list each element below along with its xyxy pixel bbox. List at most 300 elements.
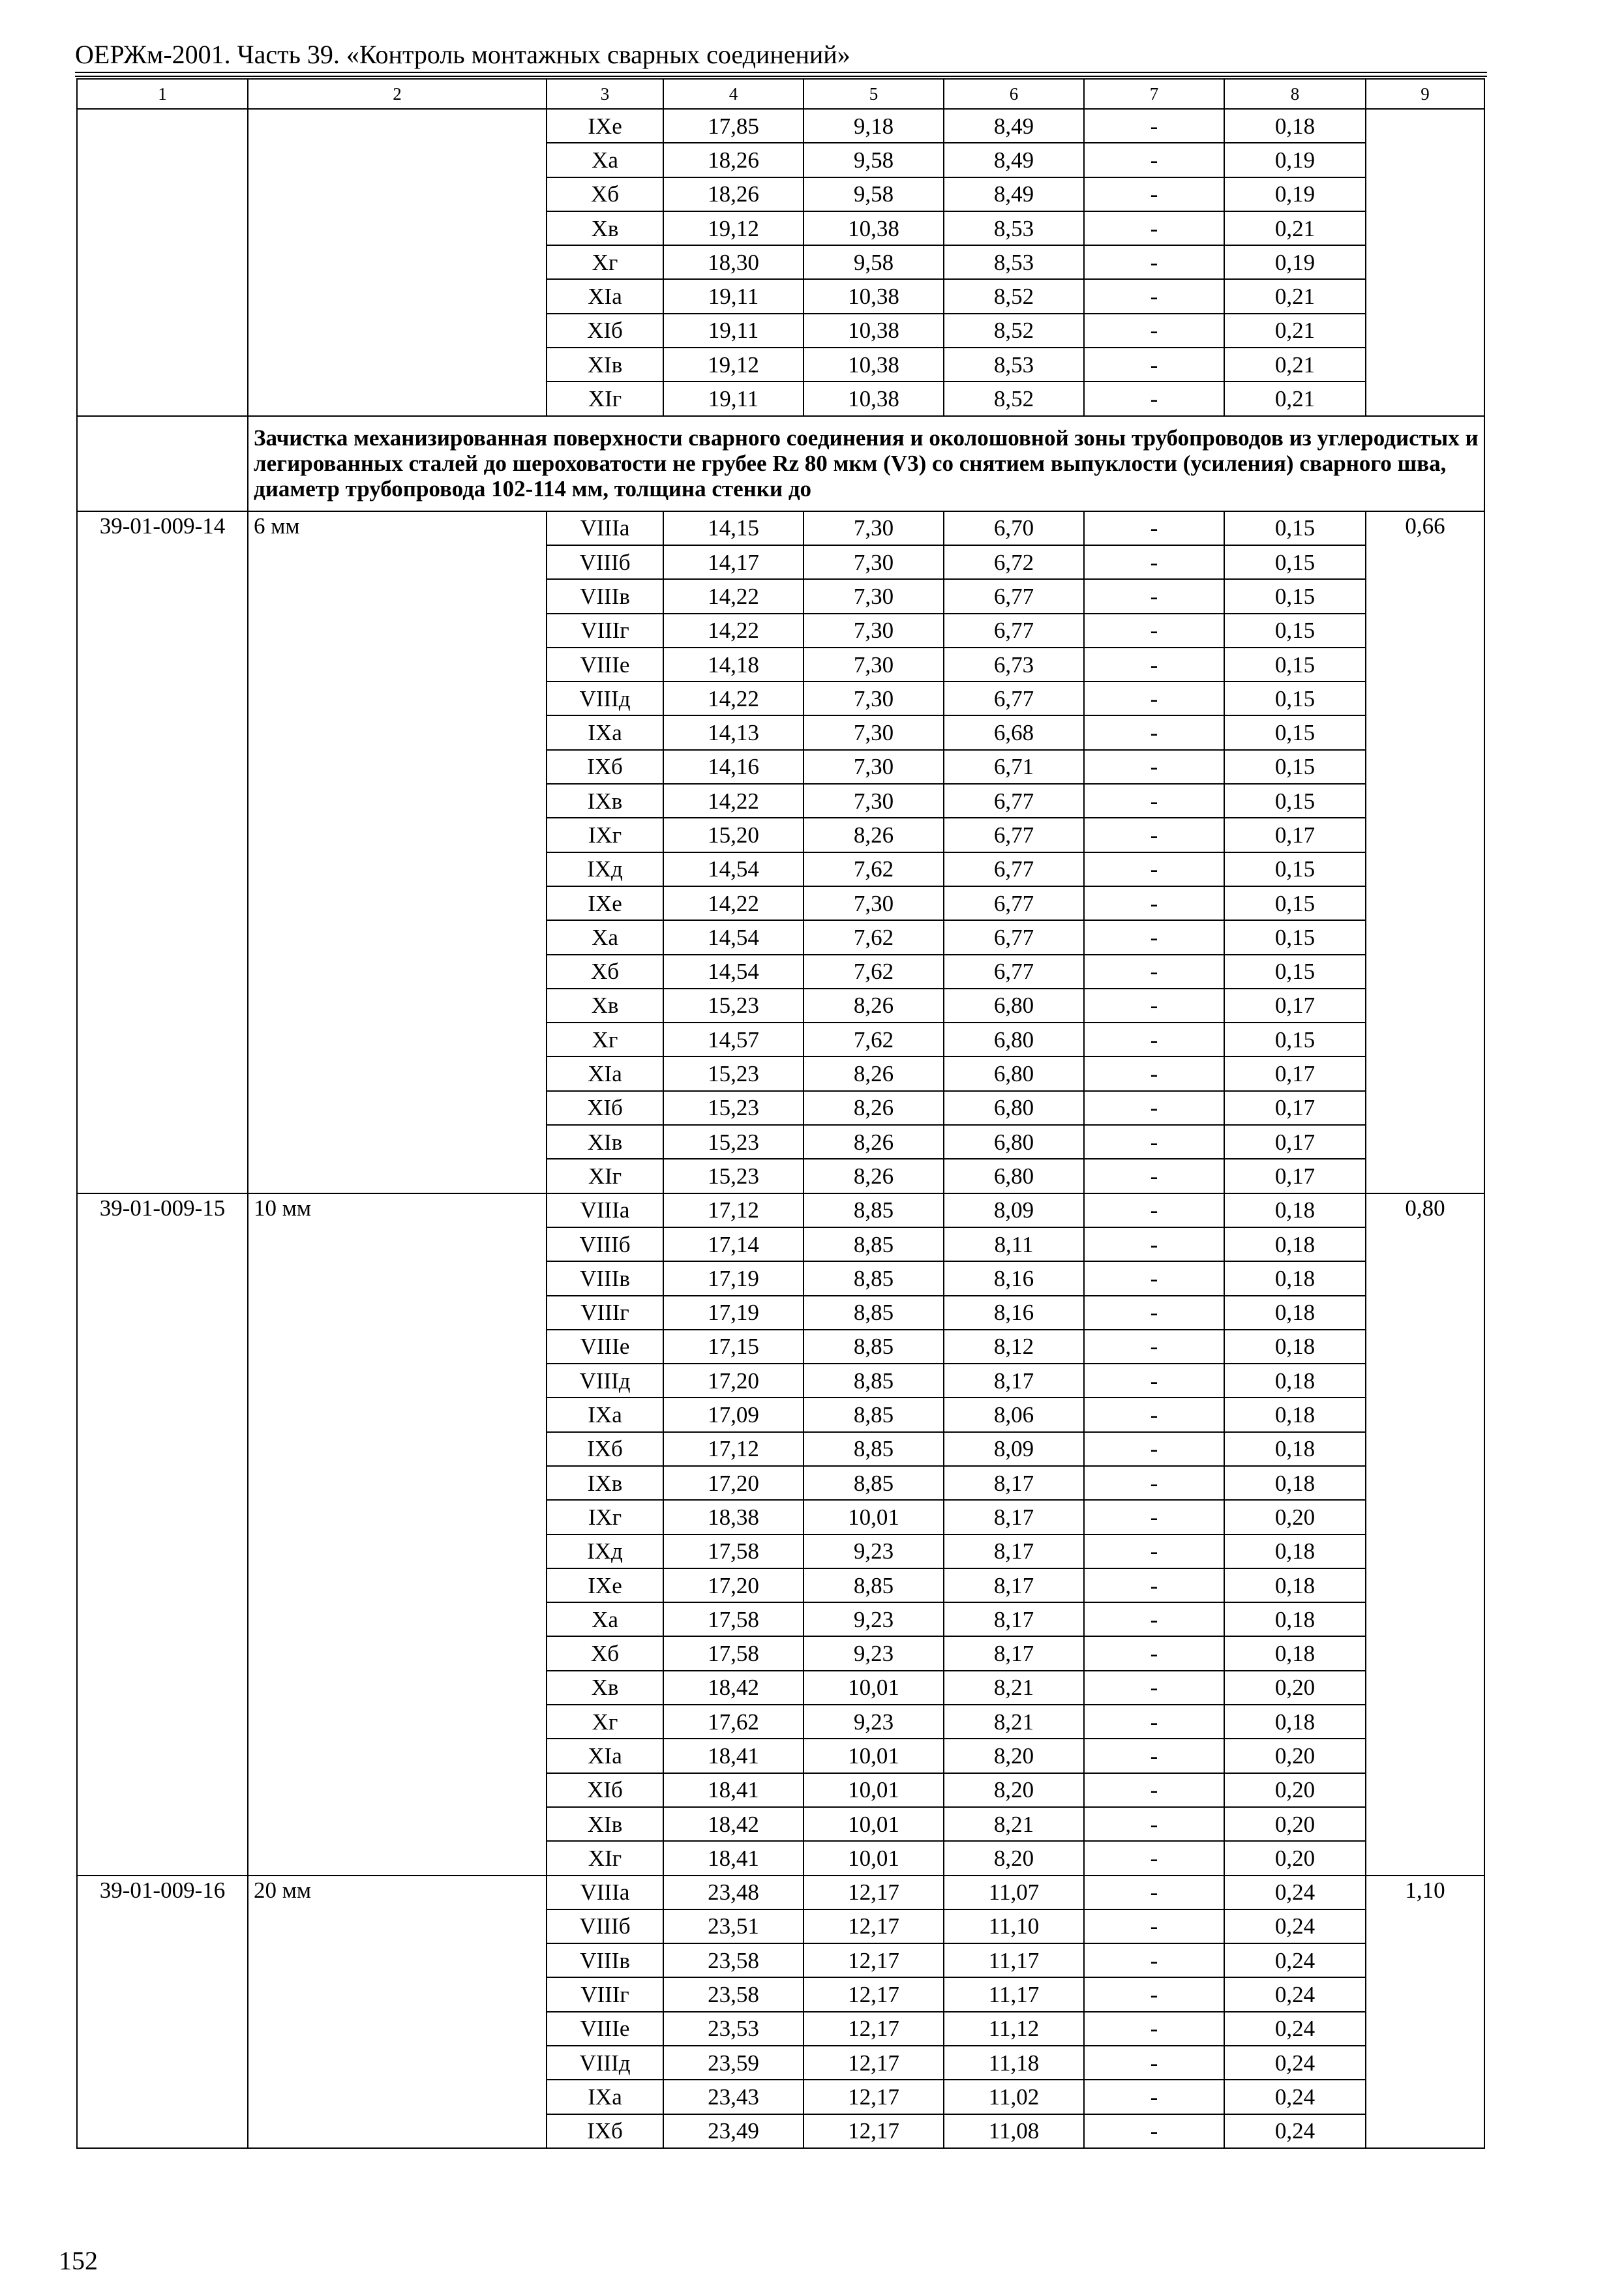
- resource-code-cell: IXв: [547, 784, 663, 818]
- value-cell: 11,07: [944, 1876, 1084, 1909]
- resource-code-cell: XIв: [547, 1125, 663, 1159]
- value-cell: -: [1084, 1705, 1224, 1739]
- value-cell: 17,12: [663, 1193, 804, 1227]
- value-cell: 7,62: [804, 852, 944, 886]
- table-row: [77, 1876, 1484, 1909]
- value-cell: 7,30: [804, 681, 944, 715]
- value-cell: 7,62: [804, 920, 944, 954]
- value-cell: 0,15: [1224, 648, 1366, 681]
- value-cell: 9,58: [804, 245, 944, 279]
- value-cell: 0,18: [1224, 1330, 1366, 1364]
- resource-code-cell: IXг: [547, 818, 663, 852]
- column9-value-cell: 1,10: [1366, 1876, 1484, 2148]
- value-cell: 6,77: [944, 784, 1084, 818]
- value-cell: 0,15: [1224, 750, 1366, 784]
- column-number: 8: [1224, 79, 1366, 109]
- value-cell: 12,17: [804, 1977, 944, 2011]
- value-cell: -: [1084, 1534, 1224, 1568]
- value-cell: -: [1084, 109, 1224, 143]
- value-cell: 0,18: [1224, 1602, 1366, 1636]
- value-cell: 7,30: [804, 648, 944, 681]
- value-cell: 8,06: [944, 1398, 1084, 1431]
- value-cell: 0,15: [1224, 886, 1366, 920]
- empty-cell: [77, 109, 248, 416]
- value-cell: 12,17: [804, 1876, 944, 1909]
- value-cell: -: [1084, 579, 1224, 613]
- value-cell: 0,18: [1224, 1432, 1366, 1466]
- value-cell: -: [1084, 348, 1224, 382]
- value-cell: -: [1084, 382, 1224, 415]
- value-cell: 18,42: [663, 1671, 804, 1705]
- value-cell: 17,14: [663, 1227, 804, 1261]
- value-cell: 6,77: [944, 920, 1084, 954]
- value-cell: 8,85: [804, 1227, 944, 1261]
- value-cell: 6,80: [944, 1159, 1084, 1193]
- value-cell: -: [1084, 511, 1224, 545]
- value-cell: 0,20: [1224, 1807, 1366, 1841]
- value-cell: 8,49: [944, 109, 1084, 143]
- resource-code-cell: XIб: [547, 314, 663, 348]
- value-cell: 9,23: [804, 1534, 944, 1568]
- value-cell: 9,23: [804, 1636, 944, 1670]
- value-cell: 6,77: [944, 852, 1084, 886]
- resource-code-cell: VIIIд: [547, 681, 663, 715]
- value-cell: -: [1084, 955, 1224, 989]
- value-cell: -: [1084, 1739, 1224, 1773]
- value-cell: 14,22: [663, 886, 804, 920]
- value-cell: 14,54: [663, 852, 804, 886]
- value-cell: -: [1084, 2080, 1224, 2114]
- value-cell: 14,22: [663, 579, 804, 613]
- value-cell: 12,17: [804, 1943, 944, 1977]
- value-cell: 6,80: [944, 1023, 1084, 1056]
- resource-code-cell: VIIIе: [547, 1330, 663, 1364]
- resource-code-cell: IXд: [547, 852, 663, 886]
- value-cell: 0,24: [1224, 1876, 1366, 1909]
- value-cell: 23,58: [663, 1977, 804, 2011]
- value-cell: 8,85: [804, 1296, 944, 1330]
- value-cell: 19,12: [663, 211, 804, 245]
- value-cell: -: [1084, 1636, 1224, 1670]
- value-cell: 18,41: [663, 1773, 804, 1807]
- value-cell: 8,49: [944, 143, 1084, 177]
- resource-code-cell: Xг: [547, 245, 663, 279]
- value-cell: 7,30: [804, 545, 944, 579]
- value-cell: 8,26: [804, 818, 944, 852]
- value-cell: 15,23: [663, 1091, 804, 1125]
- value-cell: 0,21: [1224, 314, 1366, 348]
- resource-code-cell: IXв: [547, 1466, 663, 1500]
- value-cell: 8,85: [804, 1364, 944, 1398]
- value-cell: 6,70: [944, 511, 1084, 545]
- value-cell: 17,12: [663, 1432, 804, 1466]
- value-cell: 8,52: [944, 382, 1084, 415]
- value-cell: 8,17: [944, 1500, 1084, 1534]
- value-cell: 8,21: [944, 1671, 1084, 1705]
- value-cell: 0,21: [1224, 279, 1366, 313]
- value-cell: 15,23: [663, 1056, 804, 1090]
- section-row: [77, 416, 1484, 511]
- value-cell: 10,01: [804, 1841, 944, 1875]
- value-cell: 0,24: [1224, 2012, 1366, 2046]
- resource-code-cell: Xг: [547, 1023, 663, 1056]
- value-cell: 7,30: [804, 750, 944, 784]
- column9-value-cell: 0,66: [1366, 511, 1484, 1193]
- value-cell: -: [1084, 920, 1224, 954]
- value-cell: 17,20: [663, 1568, 804, 1602]
- value-cell: 0,18: [1224, 1534, 1366, 1568]
- column-number: 1: [77, 79, 248, 109]
- resource-code-cell: IXа: [547, 2080, 663, 2114]
- value-cell: 8,49: [944, 177, 1084, 211]
- value-cell: 17,58: [663, 1602, 804, 1636]
- header-rule-bottom: [75, 76, 1487, 77]
- value-cell: 23,51: [663, 1909, 804, 1943]
- value-cell: 6,80: [944, 1056, 1084, 1090]
- value-cell: 0,18: [1224, 1398, 1366, 1431]
- resource-code-cell: IXа: [547, 715, 663, 749]
- empty-cell: [248, 109, 547, 416]
- value-cell: 8,17: [944, 1466, 1084, 1500]
- value-cell: 14,18: [663, 648, 804, 681]
- section-title: Зачистка механизированная поверхности сварного соединения и околошовной зоны трубопроводов из углеродистых и легированных сталей до шероховатости не грубее Rz 80 мкм (V3) со снятием выпуклости (усиления) сварного шва, диаметр трубопровода 102-114 мм, толщина стенки до: [248, 416, 1484, 511]
- value-cell: 8,21: [944, 1705, 1084, 1739]
- value-cell: -: [1084, 1876, 1224, 1909]
- value-cell: 9,23: [804, 1602, 944, 1636]
- value-cell: 11,17: [944, 1943, 1084, 1977]
- resource-code-cell: VIIIа: [547, 1876, 663, 1909]
- value-cell: -: [1084, 1364, 1224, 1398]
- column-number: 3: [547, 79, 663, 109]
- value-cell: 14,13: [663, 715, 804, 749]
- value-cell: 0,17: [1224, 818, 1366, 852]
- value-cell: 0,15: [1224, 579, 1366, 613]
- value-cell: 15,23: [663, 1125, 804, 1159]
- value-cell: 0,18: [1224, 1568, 1366, 1602]
- value-cell: 0,15: [1224, 511, 1366, 545]
- wall-thickness-cell: 10 мм: [248, 1193, 547, 1876]
- value-cell: 0,18: [1224, 1227, 1366, 1261]
- resource-code-cell: Xв: [547, 1671, 663, 1705]
- resource-code-cell: VIIIе: [547, 2012, 663, 2046]
- value-cell: 8,85: [804, 1330, 944, 1364]
- empty-cell: [1366, 109, 1484, 416]
- value-cell: -: [1084, 245, 1224, 279]
- value-cell: 11,02: [944, 2080, 1084, 2114]
- value-cell: 19,11: [663, 382, 804, 415]
- value-cell: 0,20: [1224, 1841, 1366, 1875]
- resource-code-cell: IXа: [547, 1398, 663, 1431]
- resource-code-cell: IXб: [547, 2114, 663, 2148]
- value-cell: 8,85: [804, 1432, 944, 1466]
- value-cell: -: [1084, 1943, 1224, 1977]
- resource-code-cell: Xв: [547, 989, 663, 1023]
- value-cell: 8,11: [944, 1227, 1084, 1261]
- value-cell: 0,18: [1224, 109, 1366, 143]
- value-cell: 0,20: [1224, 1500, 1366, 1534]
- value-cell: 0,15: [1224, 715, 1366, 749]
- page-header: ОЕРЖм-2001. Часть 39. «Контроль монтажных сварных соединений»: [75, 40, 850, 69]
- value-cell: 10,01: [804, 1500, 944, 1534]
- value-cell: -: [1084, 750, 1224, 784]
- resource-code-cell: VIIIг: [547, 614, 663, 648]
- resource-code-cell: XIв: [547, 1807, 663, 1841]
- resource-code-cell: Xб: [547, 1636, 663, 1670]
- column-number: 5: [804, 79, 944, 109]
- value-cell: 0,20: [1224, 1671, 1366, 1705]
- value-cell: 17,19: [663, 1261, 804, 1295]
- value-cell: -: [1084, 1125, 1224, 1159]
- value-cell: 6,77: [944, 681, 1084, 715]
- value-cell: -: [1084, 1568, 1224, 1602]
- value-cell: 7,62: [804, 1023, 944, 1056]
- value-cell: 9,58: [804, 177, 944, 211]
- value-cell: -: [1084, 2046, 1224, 2080]
- resource-code-cell: VIIIб: [547, 1227, 663, 1261]
- table-row: [77, 1193, 1484, 1227]
- resource-code-cell: VIIIа: [547, 511, 663, 545]
- value-cell: 12,17: [804, 1909, 944, 1943]
- value-cell: 0,15: [1224, 545, 1366, 579]
- resource-code-cell: Xг: [547, 1705, 663, 1739]
- value-cell: -: [1084, 886, 1224, 920]
- value-cell: 7,30: [804, 511, 944, 545]
- value-cell: -: [1084, 989, 1224, 1023]
- resource-code-cell: Xа: [547, 1602, 663, 1636]
- value-cell: -: [1084, 648, 1224, 681]
- value-cell: 18,41: [663, 1739, 804, 1773]
- value-cell: -: [1084, 2012, 1224, 2046]
- value-cell: 8,85: [804, 1193, 944, 1227]
- value-cell: 11,12: [944, 2012, 1084, 2046]
- value-cell: 17,58: [663, 1534, 804, 1568]
- resource-code-cell: IXе: [547, 886, 663, 920]
- value-cell: 6,72: [944, 545, 1084, 579]
- value-cell: 10,38: [804, 279, 944, 313]
- value-cell: 17,19: [663, 1296, 804, 1330]
- value-cell: -: [1084, 681, 1224, 715]
- value-cell: 8,26: [804, 1159, 944, 1193]
- value-cell: -: [1084, 279, 1224, 313]
- value-cell: 17,09: [663, 1398, 804, 1431]
- value-cell: -: [1084, 818, 1224, 852]
- resource-code-cell: IXд: [547, 1534, 663, 1568]
- value-cell: 18,30: [663, 245, 804, 279]
- resource-code-cell: XIб: [547, 1091, 663, 1125]
- resource-code-cell: Xа: [547, 920, 663, 954]
- value-cell: 8,26: [804, 989, 944, 1023]
- value-cell: 7,62: [804, 955, 944, 989]
- value-cell: 6,77: [944, 955, 1084, 989]
- value-cell: 0,19: [1224, 245, 1366, 279]
- value-cell: 15,23: [663, 989, 804, 1023]
- column-number: 4: [663, 79, 804, 109]
- value-cell: 0,18: [1224, 1636, 1366, 1670]
- value-cell: 8,26: [804, 1091, 944, 1125]
- value-cell: 11,10: [944, 1909, 1084, 1943]
- value-cell: 0,18: [1224, 1296, 1366, 1330]
- value-cell: 12,17: [804, 2080, 944, 2114]
- column-number: 2: [248, 79, 547, 109]
- value-cell: 8,85: [804, 1568, 944, 1602]
- value-cell: 6,80: [944, 1091, 1084, 1125]
- value-cell: -: [1084, 143, 1224, 177]
- value-cell: 0,15: [1224, 784, 1366, 818]
- value-cell: 19,12: [663, 348, 804, 382]
- resource-code-cell: XIг: [547, 1159, 663, 1193]
- value-cell: 11,18: [944, 2046, 1084, 2080]
- value-cell: -: [1084, 1602, 1224, 1636]
- resource-code-cell: VIIIг: [547, 1977, 663, 2011]
- value-cell: 8,17: [944, 1602, 1084, 1636]
- resource-code-cell: IXе: [547, 109, 663, 143]
- resource-code-cell: IXе: [547, 1568, 663, 1602]
- resource-code-cell: XIб: [547, 1773, 663, 1807]
- value-cell: 10,38: [804, 314, 944, 348]
- value-cell: -: [1084, 1773, 1224, 1807]
- column-number-row: [77, 79, 1484, 109]
- value-cell: -: [1084, 177, 1224, 211]
- value-cell: 0,18: [1224, 1261, 1366, 1295]
- value-cell: 15,20: [663, 818, 804, 852]
- value-cell: 0,17: [1224, 1125, 1366, 1159]
- value-cell: 8,16: [944, 1261, 1084, 1295]
- value-cell: 8,20: [944, 1739, 1084, 1773]
- value-cell: 8,85: [804, 1398, 944, 1431]
- norms-table: [76, 78, 1485, 2149]
- value-cell: 0,15: [1224, 1023, 1366, 1056]
- value-cell: 0,17: [1224, 989, 1366, 1023]
- value-cell: 0,24: [1224, 2046, 1366, 2080]
- value-cell: -: [1084, 1227, 1224, 1261]
- value-cell: 18,41: [663, 1841, 804, 1875]
- value-cell: -: [1084, 1807, 1224, 1841]
- resource-code-cell: XIг: [547, 1841, 663, 1875]
- value-cell: 18,38: [663, 1500, 804, 1534]
- resource-code-cell: VIIIв: [547, 1261, 663, 1295]
- value-cell: 8,12: [944, 1330, 1084, 1364]
- resource-code-cell: VIIIд: [547, 1364, 663, 1398]
- value-cell: 8,20: [944, 1773, 1084, 1807]
- value-cell: 9,58: [804, 143, 944, 177]
- table-row: [77, 511, 1484, 545]
- value-cell: 11,17: [944, 1977, 1084, 2011]
- column9-value-cell: 0,80: [1366, 1193, 1484, 1876]
- value-cell: 0,18: [1224, 1466, 1366, 1500]
- value-cell: 8,09: [944, 1432, 1084, 1466]
- value-cell: 18,26: [663, 177, 804, 211]
- value-cell: 19,11: [663, 279, 804, 313]
- value-cell: 0,24: [1224, 1909, 1366, 1943]
- column-number: 9: [1366, 79, 1484, 109]
- value-cell: 6,80: [944, 989, 1084, 1023]
- value-cell: 7,30: [804, 886, 944, 920]
- value-cell: 8,09: [944, 1193, 1084, 1227]
- value-cell: 12,17: [804, 2114, 944, 2148]
- resource-code-cell: Xв: [547, 211, 663, 245]
- value-cell: 0,15: [1224, 681, 1366, 715]
- value-cell: 10,01: [804, 1773, 944, 1807]
- value-cell: -: [1084, 852, 1224, 886]
- value-cell: 0,18: [1224, 1705, 1366, 1739]
- value-cell: -: [1084, 1193, 1224, 1227]
- value-cell: 17,15: [663, 1330, 804, 1364]
- value-cell: 0,15: [1224, 920, 1366, 954]
- value-cell: -: [1084, 1261, 1224, 1295]
- value-cell: 8,53: [944, 348, 1084, 382]
- value-cell: -: [1084, 1159, 1224, 1193]
- value-cell: 23,43: [663, 2080, 804, 2114]
- value-cell: 14,17: [663, 545, 804, 579]
- resource-code-cell: VIIIд: [547, 2046, 663, 2080]
- value-cell: 10,38: [804, 382, 944, 415]
- value-cell: -: [1084, 1466, 1224, 1500]
- value-cell: 0,18: [1224, 1364, 1366, 1398]
- value-cell: 9,18: [804, 109, 944, 143]
- value-cell: 9,23: [804, 1705, 944, 1739]
- resource-code-cell: Xб: [547, 177, 663, 211]
- value-cell: -: [1084, 784, 1224, 818]
- value-cell: 6,77: [944, 886, 1084, 920]
- value-cell: 14,22: [663, 614, 804, 648]
- resource-code-cell: XIг: [547, 382, 663, 415]
- value-cell: 17,20: [663, 1364, 804, 1398]
- value-cell: 0,15: [1224, 955, 1366, 989]
- value-cell: 8,26: [804, 1056, 944, 1090]
- value-cell: 8,17: [944, 1568, 1084, 1602]
- value-cell: 6,77: [944, 614, 1084, 648]
- value-cell: 0,19: [1224, 177, 1366, 211]
- resource-code-cell: VIIIб: [547, 545, 663, 579]
- value-cell: 6,77: [944, 579, 1084, 613]
- resource-code-cell: IXб: [547, 750, 663, 784]
- value-cell: 6,73: [944, 648, 1084, 681]
- value-cell: -: [1084, 1432, 1224, 1466]
- value-cell: 8,26: [804, 1125, 944, 1159]
- value-cell: 10,01: [804, 1739, 944, 1773]
- resource-code-cell: Xб: [547, 955, 663, 989]
- value-cell: -: [1084, 1909, 1224, 1943]
- value-cell: 0,24: [1224, 1943, 1366, 1977]
- value-cell: 23,49: [663, 2114, 804, 2148]
- value-cell: 0,20: [1224, 1773, 1366, 1807]
- value-cell: -: [1084, 1977, 1224, 2011]
- value-cell: 0,15: [1224, 852, 1366, 886]
- value-cell: 8,85: [804, 1261, 944, 1295]
- wall-thickness-cell: 20 мм: [248, 1876, 547, 2148]
- value-cell: 7,30: [804, 715, 944, 749]
- value-cell: 8,17: [944, 1636, 1084, 1670]
- value-cell: 8,17: [944, 1534, 1084, 1568]
- value-cell: 8,52: [944, 279, 1084, 313]
- value-cell: 0,24: [1224, 2080, 1366, 2114]
- value-cell: 17,58: [663, 1636, 804, 1670]
- resource-code-cell: VIIIг: [547, 1296, 663, 1330]
- value-cell: 14,16: [663, 750, 804, 784]
- column-number: 7: [1084, 79, 1224, 109]
- value-cell: 0,24: [1224, 1977, 1366, 2011]
- value-cell: -: [1084, 1671, 1224, 1705]
- value-cell: 0,18: [1224, 1193, 1366, 1227]
- resource-code-cell: XIа: [547, 279, 663, 313]
- wall-thickness-cell: 6 мм: [248, 511, 547, 1193]
- value-cell: 8,53: [944, 211, 1084, 245]
- value-cell: -: [1084, 2114, 1224, 2148]
- value-cell: 7,30: [804, 579, 944, 613]
- value-cell: 15,23: [663, 1159, 804, 1193]
- value-cell: 0,24: [1224, 2114, 1366, 2148]
- value-cell: 14,22: [663, 681, 804, 715]
